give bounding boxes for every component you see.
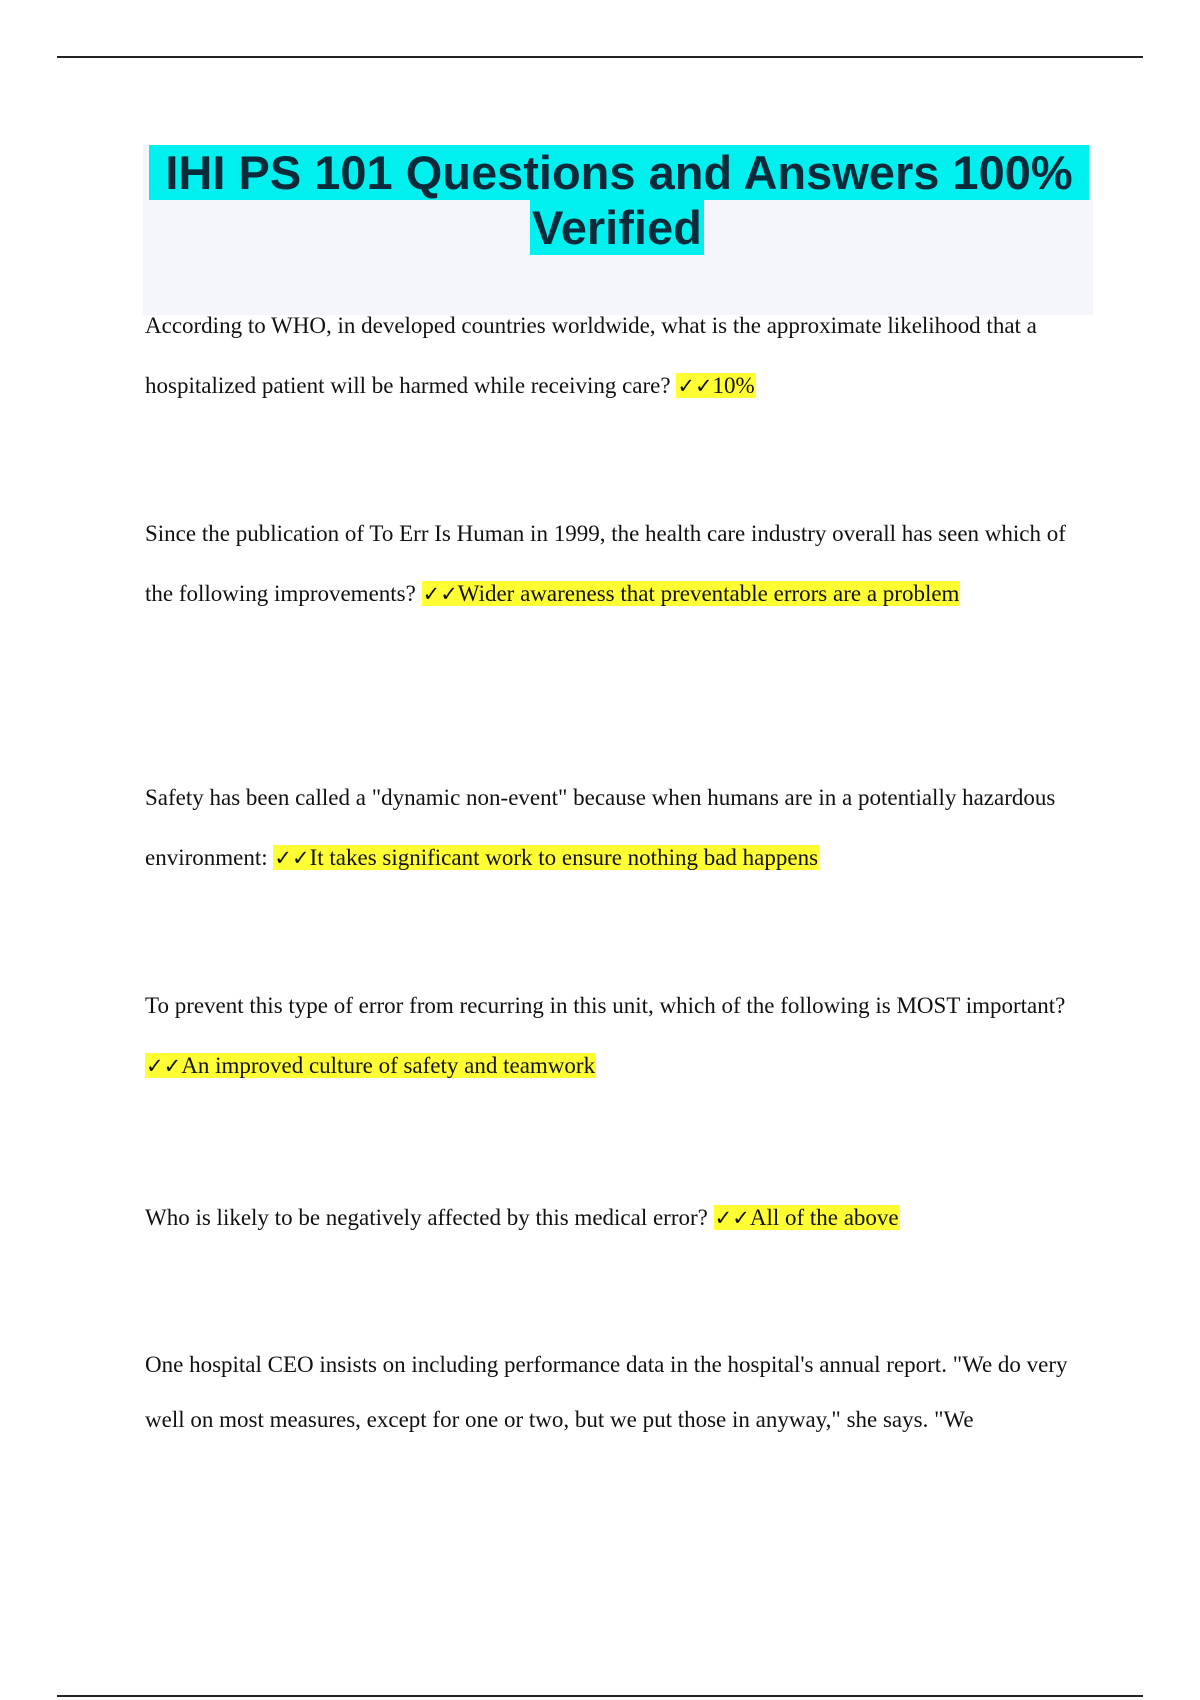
question-text: Who is likely to be negatively affected by this medical error?: [145, 1205, 714, 1230]
qa-item-1: [145, 296, 1095, 416]
double-check-icon: ✓✓: [714, 1206, 750, 1230]
answer-text: It takes significant work to ensure nothing bad happens: [309, 845, 819, 870]
page-title-line-1: IHI PS 101 Questions and Answers 100%: [149, 145, 1089, 200]
answer-highlight: [422, 581, 961, 606]
answer-highlight: [714, 1205, 900, 1230]
title-block: [143, 145, 1093, 315]
answer-text: Wider awareness that preventable errors are a problem: [457, 581, 960, 606]
page-title-line-2: Verified: [532, 201, 702, 254]
qa-item-2: [145, 504, 1095, 624]
answer-highlight: [145, 1053, 596, 1078]
double-check-icon: ✓✓: [422, 582, 458, 606]
double-check-icon: ✓✓: [274, 846, 310, 870]
qa-item-4: [145, 976, 1095, 1096]
question-text: According to WHO, in developed countries worldwide, what is the approximate likelihood that a hospitalized patient will be harmed while receiving care?: [145, 313, 1037, 398]
answer-highlight: [676, 373, 755, 398]
answer-text: An improved culture of safety and teamwork: [181, 1053, 596, 1078]
question-text: Safety has been called a "dynamic non-event" because when humans are in a potentially hazardous environment:: [145, 785, 1056, 870]
top-rule: [57, 56, 1143, 58]
double-check-icon: ✓✓: [677, 374, 713, 398]
question-text: Since the publication of To Err Is Human in 1999, the health care industry overall has seen which of the following improvements?: [145, 521, 1066, 606]
question-text: One hospital CEO insists on including performance data in the hospital's annual report. "We do very well on most measures, except for one or two, but we put those in anyway," she says. "We: [145, 1352, 1068, 1432]
qa-item-6: [145, 1337, 1095, 1447]
answer-text: 10%: [712, 373, 755, 398]
bottom-rule: [57, 1695, 1143, 1697]
answer-highlight: [273, 845, 819, 870]
question-text: To prevent this type of error from recurring in this unit, which of the following is MOST important?: [145, 993, 1066, 1018]
qa-item-3: [145, 768, 1095, 888]
qa-item-5: [145, 1188, 1095, 1248]
answer-text: All of the above: [749, 1205, 899, 1230]
double-check-icon: ✓✓: [146, 1054, 182, 1078]
